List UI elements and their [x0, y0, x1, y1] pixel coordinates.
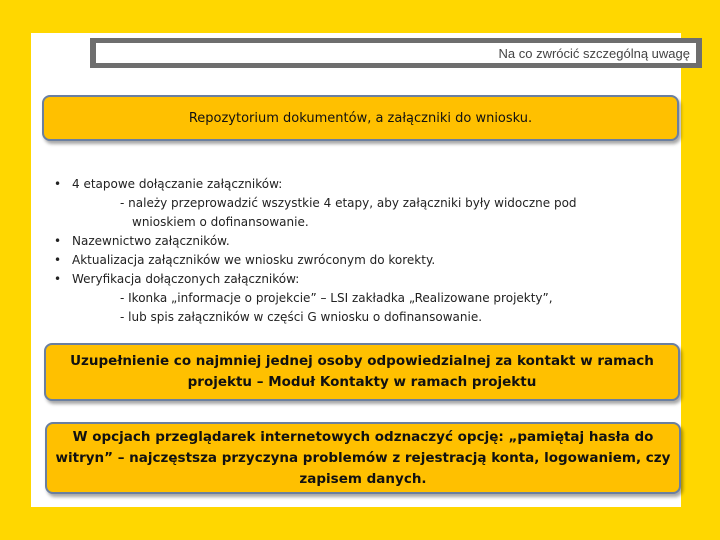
bullet-item: • Aktualizacja załączników we wniosku zwróconym do korekty.: [52, 251, 662, 270]
contacts-box-text: Uzupełnienie co najmniej jednej osoby odpowiedzialnej za kontakt w ramach projektu – Moduł Kontakty w ramach projektu: [70, 353, 654, 390]
bullet-subitem: - należy przeprowadzić wszystkie 4 etapy, aby załączniki były widoczne pod: [120, 196, 577, 210]
bullet-subitem: - Ikonka „informacje o projekcie” – LSI zakładka „Realizowane projekty”,: [120, 291, 553, 305]
bullet-subitem: wnioskiem o dofinansowanie.: [132, 215, 309, 229]
repository-box-text: Repozytorium dokumentów, a załączniki do wniosku.: [188, 110, 533, 126]
bullet-item: • 4 etapowe dołączanie załączników:: [52, 175, 662, 194]
bullet-item: • Nazewnictwo załączników.: [52, 232, 662, 251]
browser-options-box: [45, 422, 681, 494]
bullet-subitem: - lub spis załączników w części G wniosku o dofinansowanie.: [120, 310, 483, 324]
header-bar: [90, 38, 702, 68]
repository-box: [42, 95, 679, 141]
contacts-box: [44, 343, 680, 401]
browser-options-box-text: W opcjach przeglądarek internetowych odznaczyć opcję: „pamiętaj hasła do witryn” – najczęstsza przyczyna problemów z rejestracją konta, logowaniem, czy zapisem danych.: [55, 428, 671, 487]
header-title: Na co zwrócić szczególną uwagę: [96, 43, 696, 63]
bullet-item: • Weryfikacja dołączonych załączników:: [52, 270, 662, 289]
bullet-list: [52, 175, 662, 327]
